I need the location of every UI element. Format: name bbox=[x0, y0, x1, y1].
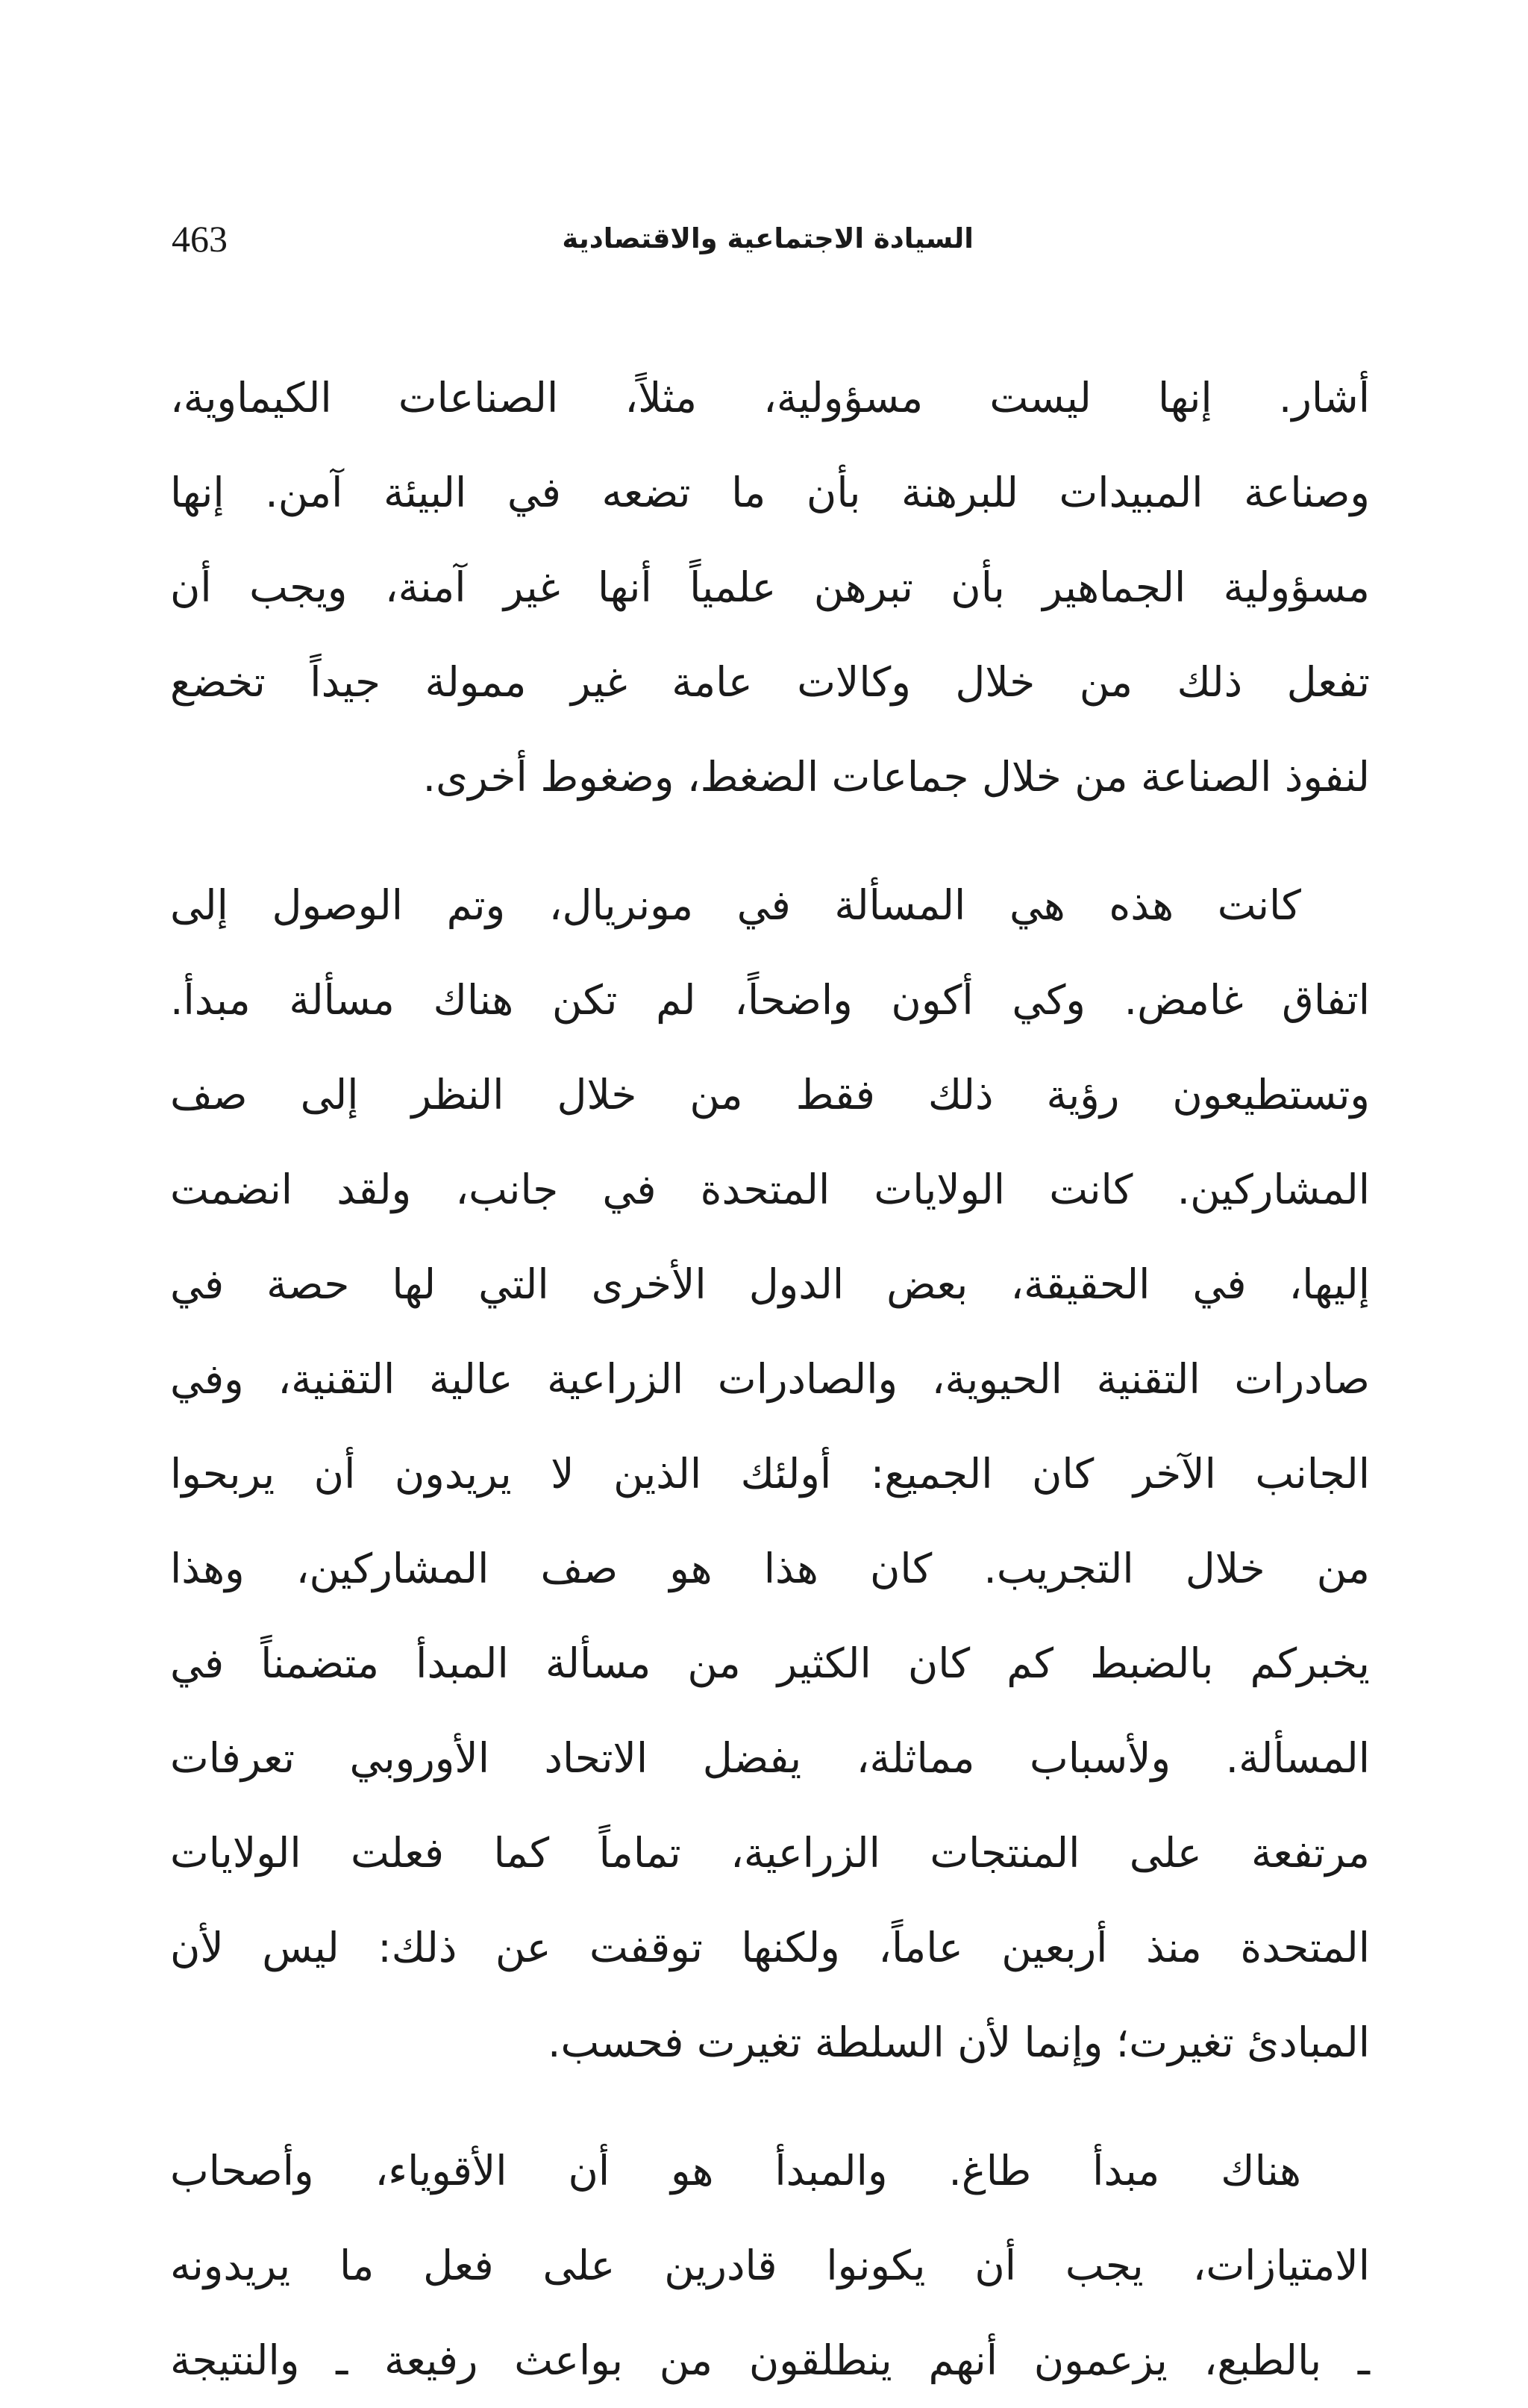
text-line: تفعل ذلك من خلال وكالات عامة غير ممولة جيداً تخضع bbox=[170, 658, 1370, 706]
text-line: اتفاق غامض. وكي أكون واضحاً، لم تكن هناك مسألة مبدأ. bbox=[170, 976, 1370, 1024]
text-line: من خلال التجريب. كان هذا هو صف المشاركين، وهذا bbox=[170, 1545, 1370, 1592]
paragraph bbox=[170, 351, 1370, 825]
running-title: السيادة الاجتماعية والاقتصادية bbox=[562, 222, 974, 254]
text-line: الامتيازات، يجب أن يكونوا قادرين على فعل ما يريدونه bbox=[170, 2242, 1370, 2289]
text-line: يخبركم بالضبط كم كان الكثير من مسألة المبدأ متضمناً في bbox=[170, 1639, 1370, 1687]
page-header bbox=[172, 209, 1369, 269]
text-line: إليها، في الحقيقة، بعض الدول الأخرى التي لها حصة في bbox=[170, 1260, 1370, 1308]
body-text bbox=[170, 351, 1370, 2408]
page-number: 463 bbox=[172, 218, 228, 260]
text-line: وتستطيعون رؤية ذلك فقط من خلال النظر إلى صف bbox=[170, 1071, 1370, 1119]
text-line: المشاركين. كانت الولايات المتحدة في جانب، ولقد انضمت bbox=[170, 1166, 1370, 1213]
text-line: وصناعة المبيدات للبرهنة بأن ما تضعه في البيئة آمن. إنها bbox=[170, 469, 1370, 516]
text-line: كانت هذه هي المسألة في مونريال، وتم الوصول إلى bbox=[170, 881, 1301, 929]
paragraph bbox=[170, 858, 1370, 2090]
text-line: الجانب الآخر كان الجميع: أولئك الذين لا يريدون أن يربحوا bbox=[170, 1450, 1370, 1498]
text-line: مرتفعة على المنتجات الزراعية، تماماً كما فعلت الولايات bbox=[170, 1829, 1370, 1877]
text-line: هناك مبدأ طاغ. والمبدأ هو أن الأقوياء، وأصحاب bbox=[170, 2147, 1301, 2195]
paragraph bbox=[170, 2124, 1370, 2408]
text-line: مسؤولية الجماهير بأن تبرهن علمياً أنها غير آمنة، ويجب أن bbox=[170, 563, 1370, 611]
text-line: صادرات التقنية الحيوية، والصادرات الزراعية عالية التقنية، وفي bbox=[170, 1355, 1370, 1403]
text-line: المبادئ تغيرت؛ وإنما لأن السلطة تغيرت فحسب. bbox=[548, 2018, 1370, 2066]
text-line: المتحدة منذ أربعين عاماً، ولكنها توقفت عن ذلك: ليس لأن bbox=[170, 1924, 1370, 1971]
text-line: أشار. إنها ليست مسؤولية، مثلاً، الصناعات الكيماوية، bbox=[170, 374, 1370, 422]
text-line: ـ بالطبع، يزعمون أنهم ينطلقون من بواعث رفيعة ـ والنتيجة bbox=[170, 2336, 1370, 2384]
text-line: لنفوذ الصناعة من خلال جماعات الضغط، وضغوط أخرى. bbox=[422, 753, 1370, 801]
text-line: المسألة. ولأسباب مماثلة، يفضل الاتحاد الأوروبي تعرفات bbox=[170, 1734, 1370, 1782]
